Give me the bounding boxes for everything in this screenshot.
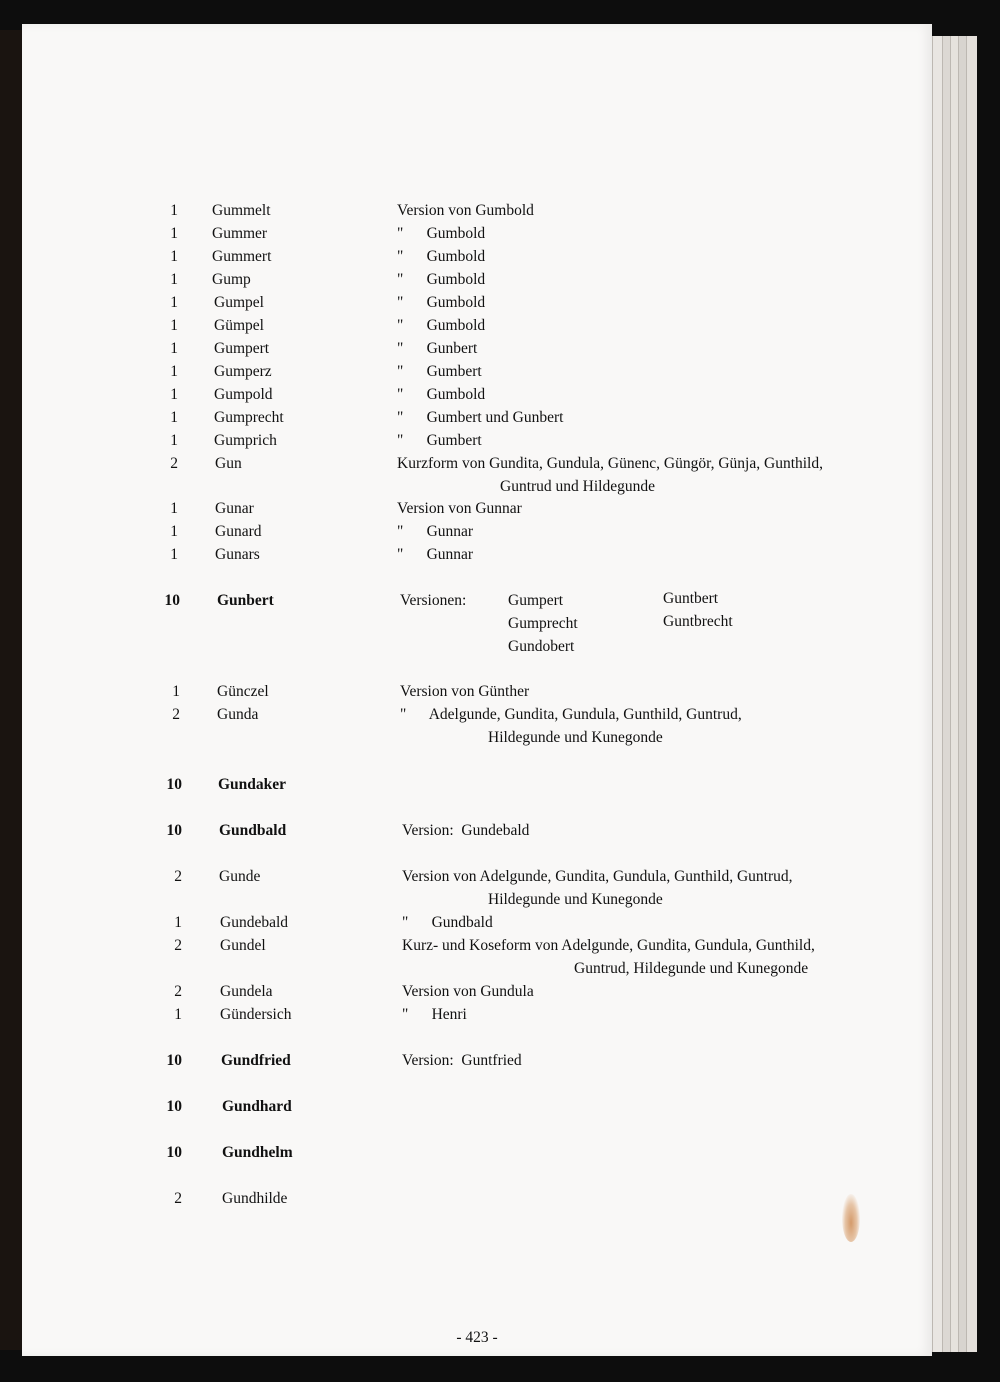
name-entry (22, 452, 922, 498)
entry-name: Gunde (219, 868, 261, 885)
version-item: Gumpert (508, 592, 564, 609)
entry-name: Gunar (215, 500, 254, 517)
entry-description: Version von Gunnar (397, 500, 522, 517)
entry-description-continued: Guntrud und Hildegunde (500, 478, 655, 495)
entry-frequency: 2 (174, 1190, 182, 1207)
entry-frequency: 1 (170, 363, 178, 380)
entry-name: Gundela (220, 983, 273, 1000)
name-entry (22, 1003, 922, 1049)
name-entry (22, 1187, 922, 1233)
entry-name: Gumpold (214, 386, 273, 403)
entry-description: " Gumbold (397, 317, 486, 334)
page-edge (966, 36, 977, 1352)
entry-name: Gunars (215, 546, 260, 563)
entry-name: Gundhelm (222, 1144, 293, 1161)
entry-frequency: 2 (174, 983, 182, 1000)
entry-name: Gundebald (220, 914, 289, 931)
entry-description: " Gumbold (397, 225, 486, 242)
name-entry (22, 703, 922, 749)
entry-frequency: 2 (174, 868, 182, 885)
entry-name: Gunard (215, 523, 262, 540)
entry-frequency: 1 (170, 248, 178, 265)
entry-frequency: 1 (170, 386, 178, 403)
entry-name: Gump (212, 271, 251, 288)
entry-frequency: 1 (170, 317, 178, 334)
entry-description: " Gumbert und Gunbert (397, 409, 564, 426)
entry-description: Version von Gumbold (397, 202, 534, 219)
entry-name: Gummelt (212, 202, 271, 219)
entry-description: Version: Gundebald (402, 822, 530, 839)
entry-name: Gumprich (214, 432, 277, 449)
entry-name: Gundfried (221, 1052, 291, 1069)
name-entry (22, 1141, 922, 1187)
entry-frequency: 1 (170, 225, 178, 242)
entry-name: Günczel (217, 683, 269, 700)
entry-description: " Gunnar (397, 523, 474, 540)
entry-name: Gun (215, 455, 242, 472)
name-entry (22, 589, 922, 659)
version-item: Guntbrecht (663, 613, 733, 630)
name-entry (22, 1095, 922, 1141)
entry-description: Versionen: (400, 592, 467, 609)
entry-description: " Gumbold (397, 248, 486, 265)
version-item: Gundobert (508, 638, 575, 655)
entry-frequency: 2 (172, 706, 180, 723)
entry-frequency: 1 (170, 340, 178, 357)
entry-description: " Gumbert (397, 363, 482, 380)
entry-name: Gundhilde (222, 1190, 288, 1207)
version-item: Gumprecht (508, 615, 578, 632)
entry-description: " Gumbold (397, 294, 486, 311)
entry-frequency: 1 (170, 294, 178, 311)
entry-name: Gumpert (214, 340, 270, 357)
entry-description: " Gumbold (397, 386, 486, 403)
entry-frequency: 1 (174, 1006, 182, 1023)
entry-description: " Gundbald (402, 914, 493, 931)
entry-frequency: 10 (166, 1052, 182, 1069)
entry-name: Gumpel (214, 294, 264, 311)
entry-description: Version von Gundula (402, 983, 534, 1000)
version-item: Guntbert (663, 590, 719, 607)
name-entry (22, 865, 922, 911)
entry-description-continued: Hildegunde und Kunegonde (488, 891, 663, 908)
entry-frequency: 2 (170, 455, 178, 472)
entry-description: " Gunnar (397, 546, 474, 563)
name-entry (22, 819, 922, 865)
entry-name: Gundbald (219, 822, 287, 839)
entry-frequency: 1 (170, 202, 178, 219)
entry-description: Version: Guntfried (402, 1052, 522, 1069)
entry-description: Kurzform von Gundita, Gundula, Günenc, Güngör, Günja, Gunthild, (397, 455, 823, 472)
entry-name: Gundaker (218, 776, 287, 793)
entry-description: Version von Adelgunde, Gundita, Gundula, Gunthild, Guntrud, (402, 868, 793, 885)
page-number: - 423 - (456, 1329, 498, 1346)
entry-frequency: 1 (170, 271, 178, 288)
entry-frequency: 1 (170, 523, 178, 540)
entry-name: Gummert (212, 248, 272, 265)
entry-frequency: 1 (170, 409, 178, 426)
entry-description: Version von Günther (400, 683, 530, 700)
entry-frequency: 1 (174, 914, 182, 931)
book-spine (0, 30, 24, 1350)
entry-frequency: 10 (166, 1098, 182, 1115)
name-entry (22, 543, 922, 589)
entry-frequency: 10 (166, 776, 182, 793)
entry-description: " Adelgunde, Gundita, Gundula, Gunthild, Guntrud, (400, 706, 742, 723)
name-entry (22, 773, 922, 819)
entry-name: Gündersich (220, 1006, 292, 1023)
entry-frequency: 1 (172, 683, 180, 700)
entry-name: Gunda (217, 706, 259, 723)
entry-description: " Gunbert (397, 340, 478, 357)
name-entry (22, 1049, 922, 1095)
entry-name: Gundel (220, 937, 266, 954)
entry-name: Gumperz (214, 363, 272, 380)
entry-description-continued: Hildegunde und Kunegonde (488, 729, 663, 746)
entry-description-continued: Guntrud, Hildegunde und Kunegonde (574, 960, 809, 977)
entry-frequency: 1 (170, 546, 178, 563)
entry-name: Gummer (212, 225, 268, 242)
entry-frequency: 1 (170, 500, 178, 517)
entry-description: " Henri (402, 1006, 467, 1023)
entry-frequency: 10 (166, 1144, 182, 1161)
entry-name: Gunbert (217, 592, 274, 609)
entry-frequency: 10 (164, 592, 180, 609)
book-page (22, 24, 932, 1356)
entry-name: Gümpel (214, 317, 264, 334)
name-entry (22, 934, 922, 980)
entry-frequency: 10 (166, 822, 182, 839)
entry-name: Gumprecht (214, 409, 284, 426)
entry-description: " Gumbold (397, 271, 486, 288)
entry-frequency: 2 (174, 937, 182, 954)
entry-description: Kurz- und Koseform von Adelgunde, Gundita, Gundula, Gunthild, (402, 937, 815, 954)
entry-name: Gundhard (222, 1098, 292, 1115)
entry-frequency: 1 (170, 432, 178, 449)
entry-description: " Gumbert (397, 432, 482, 449)
